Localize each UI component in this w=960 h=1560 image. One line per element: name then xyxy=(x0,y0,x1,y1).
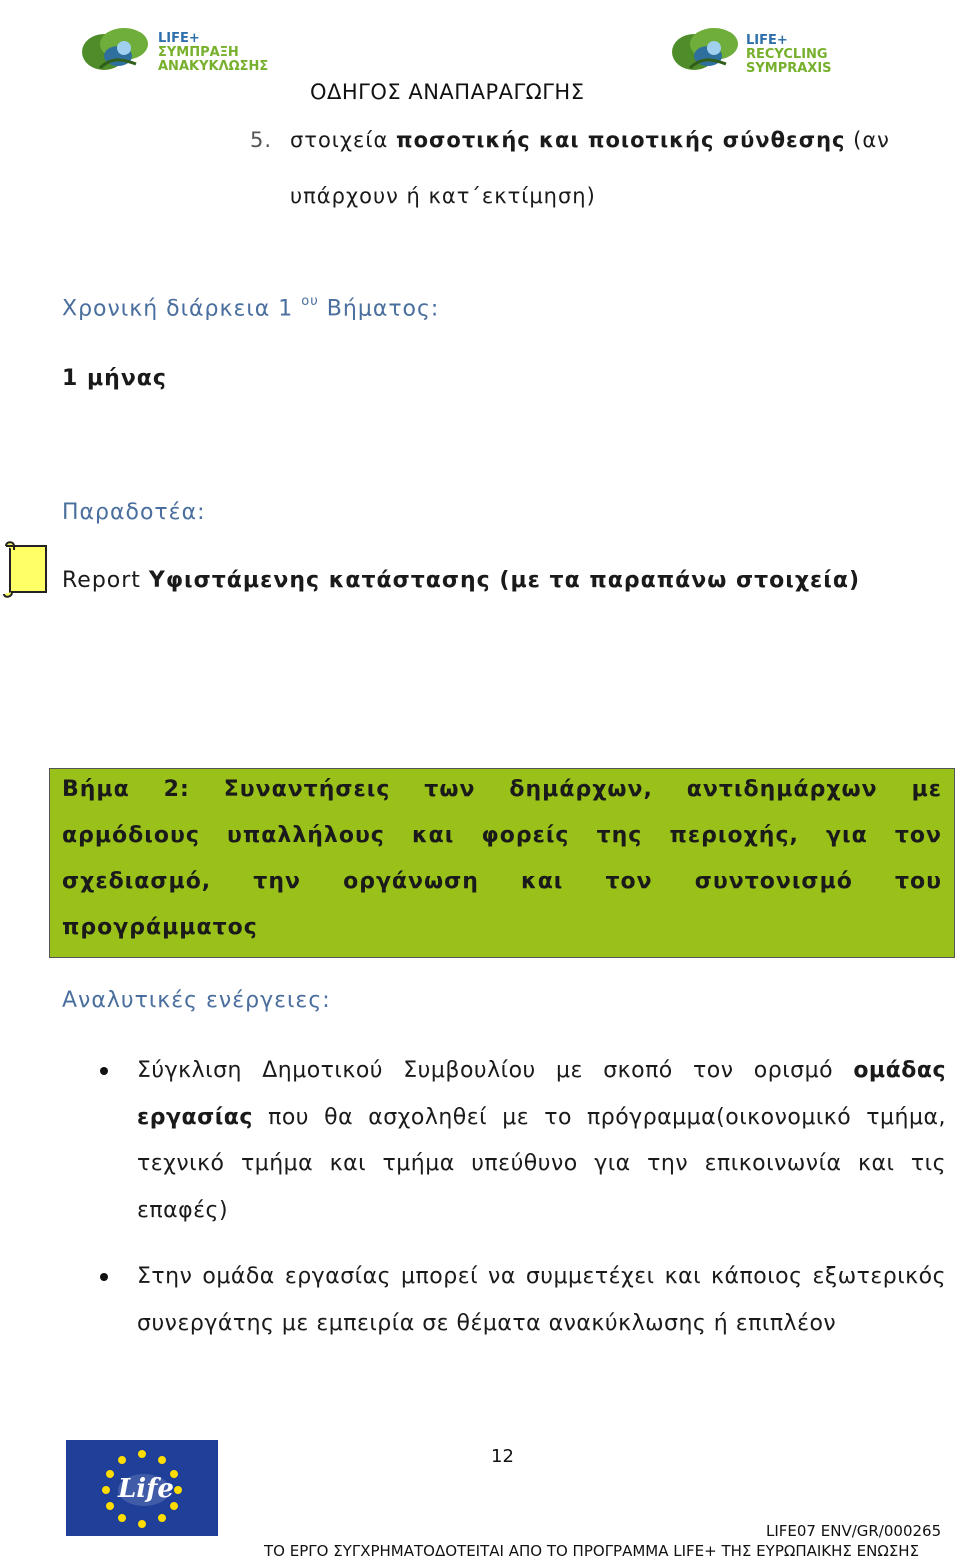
page-number: 12 xyxy=(491,1446,514,1467)
duration-label-prefix: Χρονική διάρκεια 1 xyxy=(62,296,294,322)
duration-label xyxy=(62,296,439,321)
butterfly-leaf-icon xyxy=(668,18,744,82)
item-5-text-after: (αν xyxy=(845,128,890,152)
logo-right-line3: SYMPRAXIS xyxy=(746,61,832,76)
funding-text: ΤΟ ΕΡΓΟ ΣΥΓΧΡΗΜΑΤΟΔΟΤΕΙΤΑΙ ΑΠΟ ΤΟ ΠΡΟΓΡΑΜΜΑ LIFE+ ΤΗΣ ΕΥΡΩΠΑΙΚΗΣ ΕΝΩΣΗΣ xyxy=(264,1542,920,1560)
butterfly-leaf-icon xyxy=(80,18,154,82)
list-item xyxy=(100,1048,946,1234)
step-2-line: Βήμα 2: Συναντήσεις των δημάρχων, αντιδημάρχων με xyxy=(62,777,942,802)
eu-life-logo xyxy=(66,1440,218,1536)
deliverables-report xyxy=(62,568,860,593)
item-5-number: 5. xyxy=(250,128,273,152)
bullet-1-after: που θα ασχοληθεί με το πρόγραμμα(οικονομικό τμήμα, τεχνικό τμήμα και τμήμα υπεύθυνο για την επικοινωνία και τις επαφές) xyxy=(137,1104,946,1223)
bullet-icon xyxy=(100,1067,108,1075)
step-2-line: σχεδιασμό, την οργάνωση και τον συντονισμό του xyxy=(62,869,942,894)
item-5 xyxy=(250,112,950,224)
step-2-line: προγράμματος xyxy=(62,915,258,940)
logo-life-recycling xyxy=(668,18,868,82)
actions-label: Αναλυτικές ενέργειες: xyxy=(62,988,331,1013)
duration-label-sup: ου xyxy=(301,294,319,309)
report-text: Υφιστάμενης κατάστασης (με τα παραπάνω στοιχεία) xyxy=(148,568,861,593)
life-logo-text: Life xyxy=(118,1474,174,1504)
deliverables-label: Παραδοτέα: xyxy=(62,500,206,525)
guide-title: ΟΔΗΓΟΣ ΑΝΑΠΑΡΑΓΩΓΗΣ xyxy=(310,80,585,104)
item-5-text-before: στοιχεία xyxy=(290,128,397,152)
list-item xyxy=(100,1254,946,1347)
duration-value: 1 μήνας xyxy=(62,366,167,391)
logo-life-sympraxi xyxy=(80,18,280,82)
bullet-2-text: Στην ομάδα εργασίας μπορεί να συμμετέχει και κάποιος εξωτερικός συνεργάτης με εμπειρία σε θέματα ανακύκλωσης ή επιπλέον xyxy=(137,1264,946,1336)
item-5-text-bold: ποσοτικής και ποιοτικής σύνθεσης xyxy=(396,128,846,152)
bullet-1-bold: ομάδας εργασίας xyxy=(137,1058,946,1130)
bullet-1-before: Σύγκλιση Δημοτικού Συμβουλίου με σκοπό τον ορισμό xyxy=(137,1058,854,1083)
item-5-line2: υπάρχουν ή κατ΄εκτίμηση) xyxy=(290,184,596,208)
logo-right-line1: LIFE+ xyxy=(746,33,788,48)
step-2-line: αρμόδιους υπαλλήλους και φορείς της περιοχής, για τον xyxy=(62,823,942,848)
bullet-icon xyxy=(100,1273,108,1281)
logo-left-line1: LIFE+ xyxy=(158,31,200,46)
logo-left-line2: ΣΥΜΠΡΑΞΗ xyxy=(158,45,239,60)
duration-label-suffix: Βήματος: xyxy=(326,296,440,322)
logo-left-line3: ΑΝΑΚΥΚΛΩΣΗΣ xyxy=(158,59,269,74)
scroll-document-icon xyxy=(2,540,50,598)
step-2-box xyxy=(49,768,955,958)
report-prefix: Report xyxy=(62,568,149,593)
project-code: LIFE07 ENV/GR/000265 xyxy=(766,1522,942,1540)
actions-list xyxy=(100,1048,946,1347)
logo-right-line2: RECYCLING xyxy=(746,47,828,62)
